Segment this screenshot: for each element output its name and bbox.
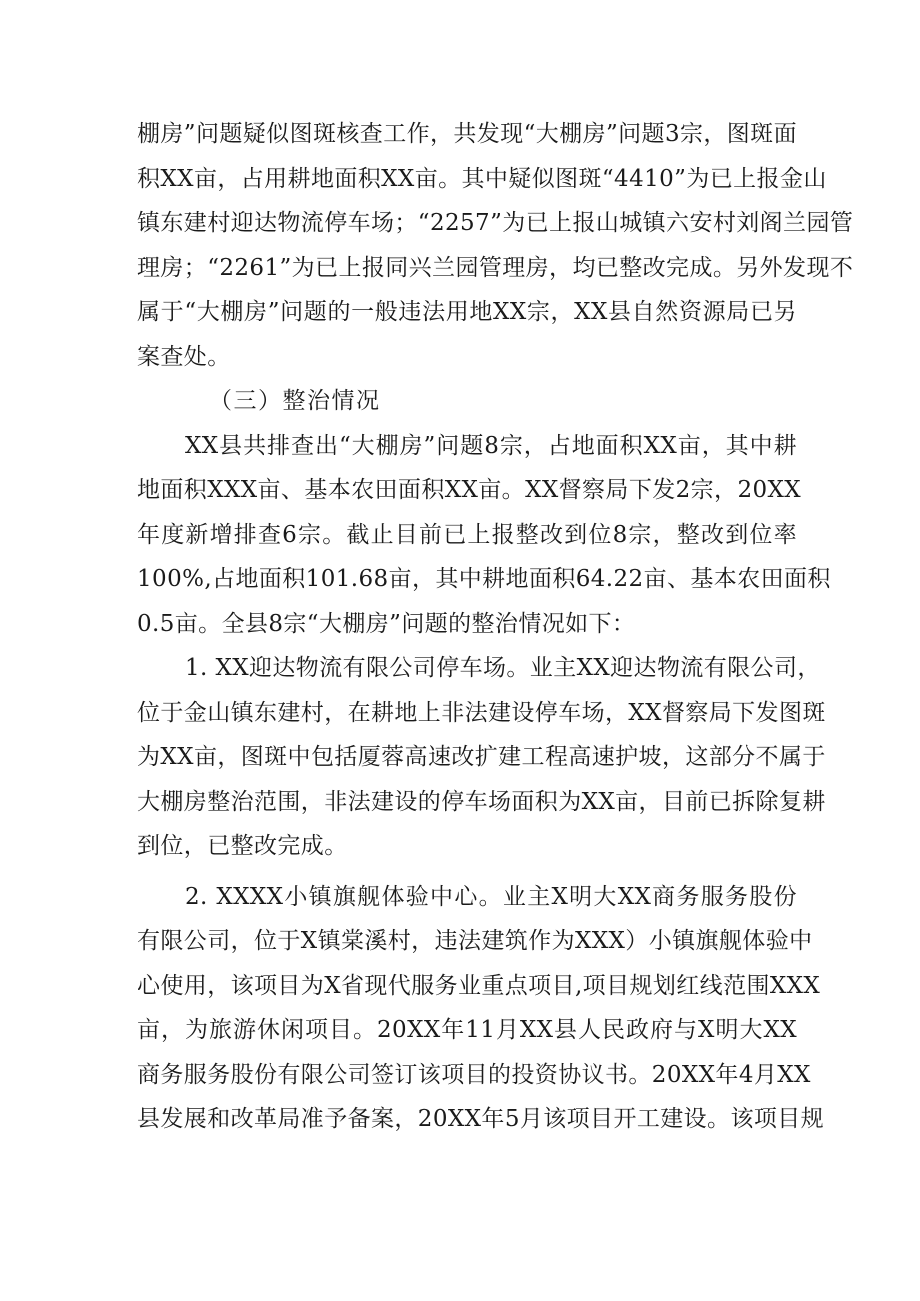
- text-line: 到位，已整改完成。: [137, 833, 348, 859]
- list-item-experience-center: [137, 875, 825, 1142]
- text-line: 0.5亩。全县8宗“大棚房”问题的整治情况如下：: [137, 610, 636, 637]
- text-line: 地面积XXX亩、基本农田面积XX亩。XX督察局下发2宗，20XX: [137, 477, 802, 503]
- text-line: 年度新增排查6宗。截止目前已上报整改到位8宗，整改到位率: [137, 521, 797, 548]
- paragraph-rectification-summary: [137, 424, 831, 647]
- text-line: XX县共排查出“大棚房”问题8宗，占地面积XX亩，其中耕: [185, 432, 797, 459]
- text-line: 位于金山镇东建村，在耕地上非法建设停车场，XX督察局下发图斑: [137, 699, 826, 726]
- text-line: 商务服务股份有限公司签订该项目的投资协议书。20XX年4月XX: [137, 1061, 811, 1088]
- text-line: 2. XXXX小镇旗舰体验中心。业主X明大XX商务服务股份: [185, 883, 797, 910]
- paragraph-inspection-results: [137, 112, 854, 379]
- list-item-parking-lot: [137, 646, 826, 869]
- text-line: 县发展和改革局准予备案，20XX年5月该项目开工建设。该项目规: [137, 1106, 825, 1132]
- document-body: [137, 112, 854, 1142]
- text-line: 大棚房整治范围，非法建设的停车场面积为XX亩，目前已拆除复耕: [137, 788, 826, 815]
- text-line: 棚房”问题疑似图斑核查工作，共发现“大棚房”问题3宗，图斑面: [137, 121, 797, 147]
- text-line: 亩，为旅游休闲项目。20XX年11月XX县人民政府与X明大XX: [137, 1017, 797, 1043]
- text-line: 积XX亩，占用耕地面积XX亩。其中疑似图斑“4410”为已上报金山: [137, 165, 827, 192]
- text-line: 案查处。: [137, 343, 231, 370]
- text-line: 有限公司，位于X镇棠溪村，违法建筑作为XXX）小镇旗舰体验中: [137, 928, 813, 954]
- text-line: 为XX亩，图斑中包括厦蓉高速改扩建工程高速护坡，这部分不属于: [137, 744, 826, 770]
- text-line: 镇东建村迎达物流停车场；“2257”为已上报山城镇六安村刘阁兰园管: [137, 210, 854, 236]
- text-line: 1. XX迎达物流有限公司停车场。业主XX迎达物流有限公司，: [185, 655, 821, 681]
- text-line: 属于“大棚房”问题的一般违法用地XX宗，XX县自然资源局已另: [137, 299, 797, 325]
- text-line: 100%,占地面积101.68亩，其中耕地面积64.22亩、基本农田面积: [137, 566, 831, 592]
- text-line: 心使用，该项目为X省现代服务业重点项目,项目规划红线范围XXX: [137, 972, 821, 999]
- text-line: 理房；“2261”为已上报同兴兰园管理房，均已整改完成。另外发现不: [137, 254, 854, 281]
- section-heading: （三）整治情况: [209, 388, 381, 414]
